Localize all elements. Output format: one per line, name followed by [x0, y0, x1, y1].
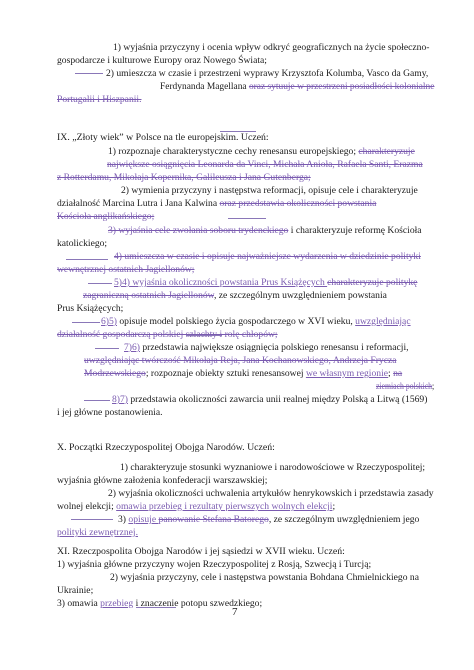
text: katolickiego; [57, 238, 108, 249]
xi-item-2-line-1 [110, 571, 419, 584]
x-item-2-line-2 [57, 500, 335, 513]
revision-mark [88, 283, 112, 284]
text: wyjaśnia główne założenia konfederacji warszawskiej; [57, 475, 268, 486]
inserted-text: 6)5) [101, 316, 117, 327]
deleted-text: Portugalii i Hiszpanii. [57, 94, 142, 105]
text: IX. „Złoty wiek” w Polsce na tle europejskim. Uczeń: [57, 132, 269, 143]
deleted-text: 3) wyjaśnia cele zwołania soboru trydenckiego [108, 225, 289, 236]
inserted-text: uwzględniając [355, 316, 411, 327]
viii-line-2 [57, 54, 267, 67]
viii-line-4 [160, 80, 434, 93]
page-number: 7 [232, 606, 238, 618]
text: Ukrainie; [57, 585, 94, 596]
deleted-text: na [393, 368, 403, 379]
deleted-text: Kościoła anglikańskiego; [57, 211, 155, 222]
revision-mark [84, 400, 110, 401]
ix-item-8-line-2 [57, 406, 163, 419]
deleted-text: z Rotterdamu, Mikołaja Kopernika, Galileusza i Jana Gutenberga; [57, 172, 311, 183]
inserted-text: omawia przebieg i rezultaty pierwszych wolnych elekcji [116, 501, 333, 512]
text: przedstawia największe osiągnięcia polskiego renesansu i reformacji, [139, 342, 409, 353]
revision-mark [66, 259, 108, 260]
ix-item-4-line-1 [114, 250, 421, 263]
text: 3) [118, 514, 129, 525]
ix-item-1-line-1 [108, 145, 415, 158]
section-x-title [57, 441, 275, 454]
x-item-3-line-2 [57, 526, 138, 539]
inserted-text: we własnym regionie [305, 368, 388, 379]
ix-item-2-line-3 [57, 210, 154, 223]
revision-mark [136, 607, 176, 608]
revision-mark [71, 519, 113, 520]
ix-item-5-line-1 [114, 276, 417, 289]
deleted-text: największe osiągnięcia Leonarda da Vinci, Michała Anioła, Rafaela Santi, Erazma [107, 159, 423, 170]
ix-item-1-line-2 [107, 158, 423, 171]
xi-item-1 [57, 558, 371, 571]
text: i znaczenie potopu szwedzkiego; [133, 598, 263, 609]
text: 3) omawia [57, 598, 101, 609]
section-ix-title [57, 131, 269, 144]
deleted-text: charakteryzuje politykę [327, 277, 418, 288]
text: 2) wyjaśnia okoliczności uchwalenia artykułów henrykowskich i przedstawia zasady [108, 488, 434, 499]
text: , ze szczególnym uwzględnieniem powstania [213, 290, 387, 301]
inserted-text: 5)4) wyjaśnia okoliczności powstania Prus Książęcych [114, 277, 328, 288]
deleted-text: zagraniczną ostatnich Jagiellonów [83, 290, 214, 301]
ix-item-4-line-2 [57, 263, 194, 276]
revision-mark [220, 131, 256, 132]
x-item-3-line-1 [118, 513, 419, 526]
ix-item-7-line-1 [124, 341, 409, 354]
ix-item-8-line-1 [112, 393, 427, 406]
text: 2) wyjaśnia przyczyny, cele i następstwa powstania Bohdana Chmielnickiego na [110, 572, 419, 583]
revision-mark [72, 322, 100, 323]
ix-item-7-line-2 [84, 354, 396, 367]
deleted-text: wewnętrznej ostatnich Jagiellonów; [57, 264, 195, 275]
text: gospodarcze i kulturowe Europy oraz Nowego Świata; [57, 55, 267, 66]
text: X. Początki Rzeczypospolitej Obojga Narodów. Uczeń: [57, 442, 275, 453]
ix-item-2-line-2 [57, 197, 376, 210]
deleted-text: Modrzewskiego [84, 368, 146, 379]
inserted-text: opisuje [128, 514, 159, 525]
ix-item-5-line-3 [57, 302, 123, 315]
deleted-text: działalność gospodarczą polskiej szlachty i rolę chłopów; [57, 329, 278, 340]
ix-item-3-line-1 [108, 224, 422, 237]
ix-item-2-line-1 [121, 184, 418, 197]
inserted-text: polityki zewnętrznej. [57, 527, 138, 538]
text: Ferdynanda Magellana [160, 81, 249, 92]
text: i jej główne postanowienia. [57, 407, 163, 418]
text: ; [432, 381, 435, 392]
inserted-text: 7)6) [124, 342, 140, 353]
deleted-text: ziemiach polskich [376, 381, 433, 392]
text: ; [332, 501, 336, 512]
deleted-text: uwzględniając twórczość Mikołaja Reja, Jana Kochanowskiego, Andrzeja Frycza [84, 355, 397, 366]
deleted-text: oraz sytuuje w przestrzeni posiadłości kolonialne [248, 81, 435, 92]
inserted-text: 8)7) [112, 394, 128, 405]
text: 2) umieszcza w czasie i przestrzeni wyprawy Krzysztofa Kolumba, Vasco da Gamy, [106, 68, 429, 79]
text: XI. Rzeczpospolita Obojga Narodów i jej sąsiedzi w XVII wieku. Uczeń: [57, 546, 345, 557]
text: Prus Książęcych; [57, 303, 124, 314]
xi-item-2-line-2 [57, 584, 93, 597]
ix-item-7-line-4 [376, 380, 434, 393]
text: ; rozpoznaje obiekty sztuki renesansowej [145, 368, 306, 379]
revision-mark [75, 73, 103, 74]
ix-item-1-line-3 [57, 171, 311, 184]
x-item-1-line-1 [120, 461, 425, 474]
text: ; [388, 368, 394, 379]
viii-line-3 [106, 67, 428, 80]
ix-item-7-line-3 [84, 367, 402, 380]
revision-mark [95, 348, 119, 349]
deleted-text: charakteryzuje [358, 146, 415, 157]
text: opisuje model polskiego życia gospodarczego w XVI wieku, [116, 316, 356, 327]
ix-item-6-line-2 [57, 328, 278, 341]
section-xi-title [57, 545, 345, 558]
deleted-text: oraz przedstawia okoliczności powstania [219, 198, 377, 209]
deleted-text: panowanie Stefana Batorego [158, 514, 269, 525]
ix-item-3-line-2 [57, 237, 107, 250]
text: 1) wyjaśnia przyczyny i ocenia wpływ odkryć geograficznych na życie społeczno- [113, 42, 430, 53]
viii-line-5 [57, 93, 141, 106]
ix-item-5-line-2 [83, 289, 387, 302]
revision-mark [228, 218, 266, 219]
x-item-1-line-2 [57, 474, 267, 487]
text: i charakteryzuje reformę Kościoła [288, 225, 422, 236]
revision-mark [186, 335, 222, 336]
ix-item-6-line-1 [101, 315, 411, 328]
deleted-text: 4) umieszcza w czasie i opisuje najważniejsze wydarzenia w dziedzinie polityki [114, 251, 421, 262]
inserted-text: przebieg [100, 598, 134, 609]
text: 1) wyjaśnia główne przyczyny wojen Rzeczypospolitej z Rosją, Szwecją i Turcją; [57, 559, 372, 570]
viii-line-1 [113, 41, 429, 54]
text: wolnej elekcji; [57, 501, 117, 512]
text: , ze szczególnym uwzględnieniem jego [268, 514, 420, 525]
text: działalność Marcina Lutra i Jana Kalwina [57, 198, 220, 209]
text: 1) rozpoznaje charakterystyczne cechy renesansu europejskiego; [108, 146, 359, 157]
x-item-2-line-1 [108, 487, 434, 500]
text: 2) wymienia przyczyny i następstwa reformacji, opisuje cele i charakteryzuje [121, 185, 418, 196]
text: przedstawia okoliczności zawarcia unii realnej między Polską a Litwą (1569) [127, 394, 428, 405]
text: 1) charakteryzuje stosunki wyznaniowe i narodowościowe w Rzeczypospolitej; [120, 462, 426, 473]
